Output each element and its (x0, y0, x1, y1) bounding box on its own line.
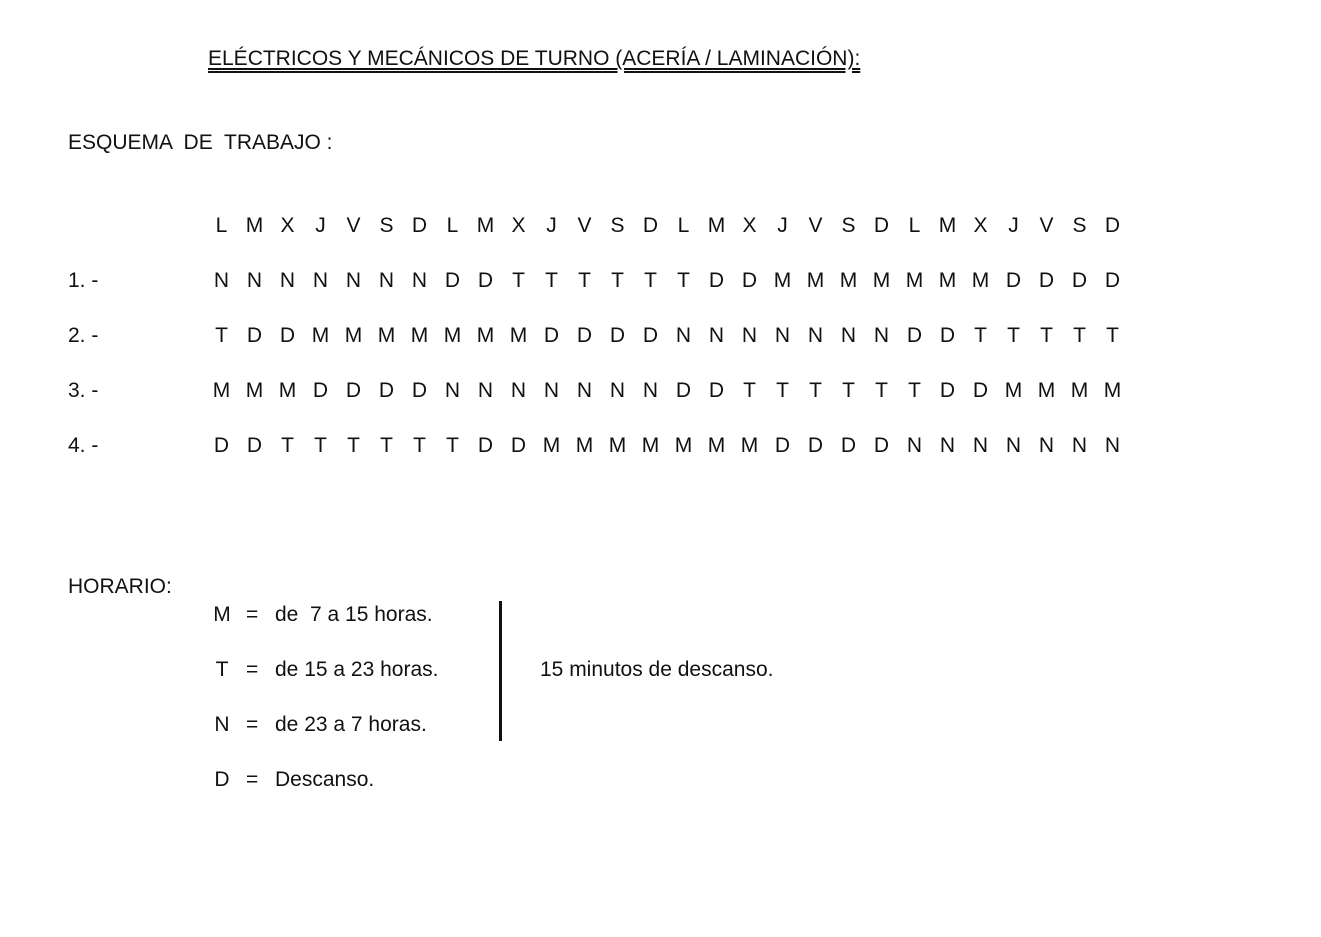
day-header-cell: J (777, 214, 788, 237)
shift-cell: T (875, 379, 888, 402)
shift-cell: T (776, 379, 789, 402)
shift-cell: D (972, 379, 989, 402)
shift-cell: N (774, 324, 791, 347)
legend-equals: = (246, 768, 259, 791)
shift-cell: M (641, 434, 660, 457)
day-header-cell: S (379, 214, 394, 237)
shift-cell: T (974, 324, 987, 347)
shift-cell: D (576, 324, 593, 347)
shift-cell: D (939, 379, 956, 402)
shift-cell: D (213, 434, 230, 457)
shift-cell: D (873, 434, 890, 457)
shift-cell: M (839, 269, 858, 292)
day-header-cell: M (707, 214, 726, 237)
shift-cell: N (345, 269, 362, 292)
shift-cell: M (1070, 379, 1089, 402)
shift-cell: D (1005, 269, 1022, 292)
shift-cell: D (444, 269, 461, 292)
shift-cell: T (1040, 324, 1053, 347)
row-label: 2. - (68, 324, 99, 347)
shift-cell: N (378, 269, 395, 292)
shift-cell: D (246, 324, 263, 347)
shift-cell: T (1073, 324, 1086, 347)
day-header-cell: D (642, 214, 659, 237)
day-header-cell: D (1104, 214, 1121, 237)
shift-cell: M (1037, 379, 1056, 402)
shift-cell: D (708, 269, 725, 292)
day-header-cell: D (873, 214, 890, 237)
shift-cell: M (410, 324, 429, 347)
day-header-cell: L (446, 214, 459, 237)
shift-cell: T (512, 269, 525, 292)
shift-cell: T (1106, 324, 1119, 347)
shift-cell: N (741, 324, 758, 347)
shift-cell: M (575, 434, 594, 457)
day-header-cell: X (973, 214, 988, 237)
day-header-cell: V (808, 214, 823, 237)
shift-cell: D (675, 379, 692, 402)
shift-cell: N (213, 269, 230, 292)
legend-description: de 15 a 23 horas. (275, 658, 439, 681)
legend-description: de 7 a 15 horas. (275, 603, 433, 626)
shift-cell: D (906, 324, 923, 347)
shift-cell: M (905, 269, 924, 292)
shift-cell: N (444, 379, 461, 402)
legend-equals: = (246, 713, 259, 736)
shift-cell: M (278, 379, 297, 402)
shift-cell: D (411, 379, 428, 402)
shift-cell: M (377, 324, 396, 347)
day-header-cell: M (476, 214, 495, 237)
shift-cell: D (246, 434, 263, 457)
legend-code: D (214, 768, 230, 791)
shift-cell: N (1005, 434, 1022, 457)
shift-cell: D (378, 379, 395, 402)
shift-cell: T (413, 434, 426, 457)
legend-equals: = (246, 658, 259, 681)
shift-cell: M (344, 324, 363, 347)
scheme-heading: ESQUEMA DE TRABAJO : (68, 131, 333, 154)
page-title: ELÉCTRICOS Y MECÁNICOS DE TURNO (ACERÍA / LAMINACIÓN): (208, 47, 861, 70)
day-header-cell: S (1072, 214, 1087, 237)
shift-cell: M (476, 324, 495, 347)
shift-cell: N (411, 269, 428, 292)
shift-cell: N (972, 434, 989, 457)
shift-cell: D (807, 434, 824, 457)
shift-cell: D (543, 324, 560, 347)
horario-heading: HORARIO: (68, 575, 172, 598)
shift-cell: N (807, 324, 824, 347)
shift-cell: T (545, 269, 558, 292)
day-header-cell: X (511, 214, 526, 237)
shift-cell: M (740, 434, 759, 457)
shift-cell: D (741, 269, 758, 292)
day-header-cell: X (742, 214, 757, 237)
day-header-cell: V (346, 214, 361, 237)
legend-code: T (215, 658, 229, 681)
day-header-cell: D (411, 214, 428, 237)
shift-cell: N (246, 269, 263, 292)
shift-cell: N (279, 269, 296, 292)
shift-cell: N (1038, 434, 1055, 457)
day-header-cell: J (546, 214, 557, 237)
day-header-cell: S (610, 214, 625, 237)
shift-cell: T (314, 434, 327, 457)
shift-cell: M (938, 269, 957, 292)
shift-cell: D (279, 324, 296, 347)
shift-cell: M (212, 379, 231, 402)
shift-cell: M (542, 434, 561, 457)
shift-cell: N (906, 434, 923, 457)
shift-cell: D (1104, 269, 1121, 292)
shift-cell: D (477, 269, 494, 292)
day-header-cell: M (245, 214, 264, 237)
shift-cell: T (347, 434, 360, 457)
break-note: 15 minutos de descanso. (540, 658, 774, 681)
shift-cell: T (842, 379, 855, 402)
shift-cell: N (609, 379, 626, 402)
shift-cell: M (971, 269, 990, 292)
shift-cell: N (543, 379, 560, 402)
shift-cell: T (743, 379, 756, 402)
shift-cell: N (1104, 434, 1121, 457)
day-header-cell: J (315, 214, 326, 237)
day-header-cell: V (577, 214, 592, 237)
shift-cell: T (215, 324, 228, 347)
shift-cell: M (245, 379, 264, 402)
legend-equals: = (246, 603, 259, 626)
shift-cell: M (707, 434, 726, 457)
shift-cell: T (380, 434, 393, 457)
legend-code: M (213, 603, 231, 626)
shift-cell: T (281, 434, 294, 457)
bracket-line (499, 601, 502, 741)
day-header-cell: V (1039, 214, 1054, 237)
legend-description: de 23 a 7 horas. (275, 713, 427, 736)
shift-cell: M (773, 269, 792, 292)
shift-cell: D (510, 434, 527, 457)
shift-cell: D (939, 324, 956, 347)
shift-cell: M (1004, 379, 1023, 402)
day-header-cell: X (280, 214, 295, 237)
shift-cell: D (609, 324, 626, 347)
shift-cell: N (939, 434, 956, 457)
shift-cell: M (872, 269, 891, 292)
day-header-cell: S (841, 214, 856, 237)
shift-cell: M (806, 269, 825, 292)
day-header-cell: M (938, 214, 957, 237)
shift-cell: N (510, 379, 527, 402)
shift-cell: T (611, 269, 624, 292)
shift-cell: M (1103, 379, 1122, 402)
shift-cell: N (840, 324, 857, 347)
shift-cell: D (708, 379, 725, 402)
shift-cell: D (345, 379, 362, 402)
shift-cell: D (1038, 269, 1055, 292)
shift-cell: M (509, 324, 528, 347)
shift-cell: T (578, 269, 591, 292)
row-label: 3. - (68, 379, 99, 402)
shift-cell: D (477, 434, 494, 457)
shift-cell: N (1071, 434, 1088, 457)
shift-cell: T (809, 379, 822, 402)
shift-cell: T (1007, 324, 1020, 347)
day-header-cell: J (1008, 214, 1019, 237)
shift-cell: T (677, 269, 690, 292)
day-header-cell: L (215, 214, 228, 237)
shift-cell: T (644, 269, 657, 292)
shift-cell: N (873, 324, 890, 347)
shift-cell: N (312, 269, 329, 292)
shift-cell: M (443, 324, 462, 347)
shift-cell: T (908, 379, 921, 402)
shift-cell: N (708, 324, 725, 347)
shift-cell: D (840, 434, 857, 457)
shift-cell: M (608, 434, 627, 457)
shift-cell: D (1071, 269, 1088, 292)
legend-code: N (214, 713, 230, 736)
shift-cell: N (675, 324, 692, 347)
shift-cell: D (642, 324, 659, 347)
shift-cell: M (674, 434, 693, 457)
shift-cell: D (312, 379, 329, 402)
shift-cell: T (446, 434, 459, 457)
day-header-cell: L (677, 214, 690, 237)
row-label: 4. - (68, 434, 99, 457)
shift-cell: N (477, 379, 494, 402)
shift-cell: N (642, 379, 659, 402)
shift-cell: D (774, 434, 791, 457)
shift-cell: N (576, 379, 593, 402)
day-header-cell: L (908, 214, 921, 237)
legend-description: Descanso. (275, 768, 375, 791)
row-label: 1. - (68, 269, 99, 292)
shift-cell: M (311, 324, 330, 347)
